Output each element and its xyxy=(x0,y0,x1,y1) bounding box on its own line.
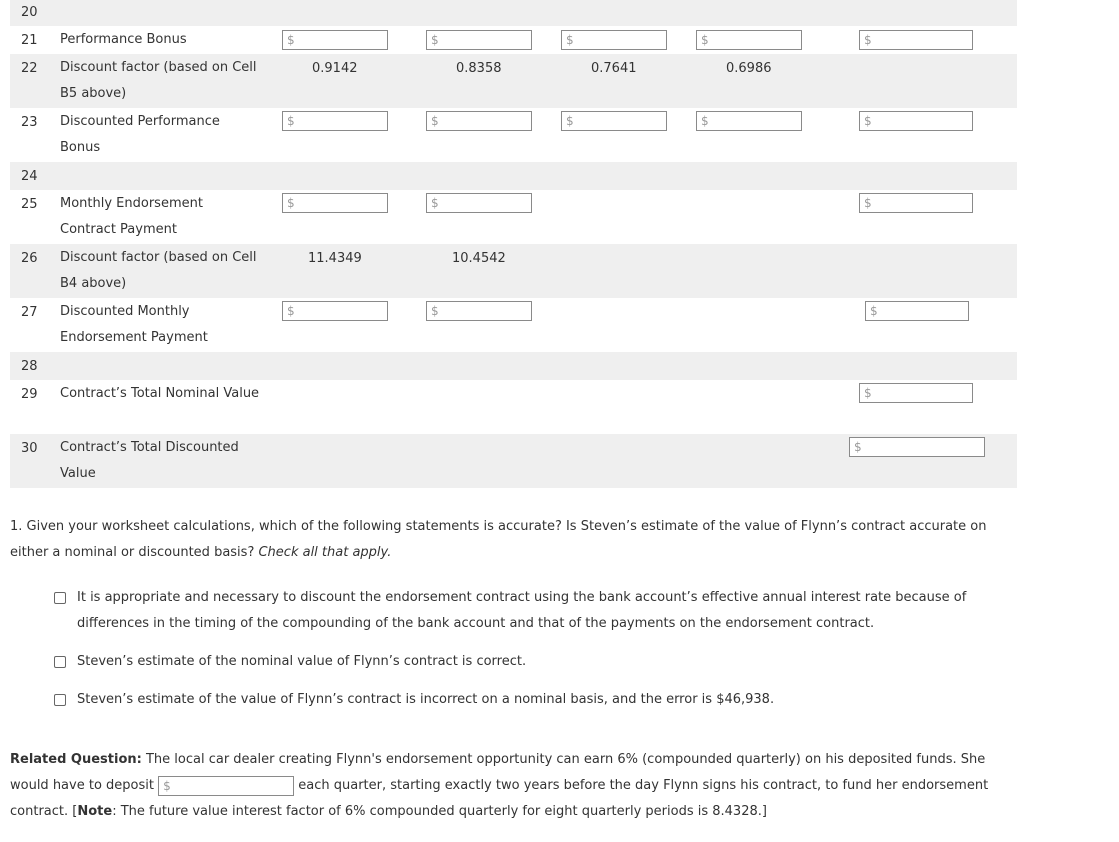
row-label: Performance Bonus xyxy=(60,32,187,47)
discounted-monthly-input-1[interactable]: $ xyxy=(282,301,388,321)
option-2-text: Steven’s estimate of the nominal value of Flynn’s contract is correct. xyxy=(77,654,527,669)
deposit-amount-input[interactable]: $ xyxy=(158,776,294,796)
question-instruction: Check all that apply. xyxy=(258,545,392,560)
performance-bonus-input-4[interactable]: $ xyxy=(696,30,802,50)
row-number: 27 xyxy=(21,305,38,320)
row-number: 20 xyxy=(21,5,38,20)
row-20 xyxy=(10,0,1017,26)
monthly-discount-factor-1: 11.4349 xyxy=(308,251,362,266)
row-number: 24 xyxy=(21,169,38,184)
row-22 xyxy=(10,54,1017,108)
related-question-text-before: The local car dealer creating Flynn's endorsement opportunity can earn 6% (compounded quarterly) on his deposited funds. She would have to deposit xyxy=(10,752,986,793)
discount-factor-4: 0.6986 xyxy=(726,61,772,76)
option-3[interactable] xyxy=(54,692,994,712)
discounted-bonus-input-3[interactable]: $ xyxy=(561,111,667,131)
row-label: Monthly Endorsement Contract Payment xyxy=(60,196,203,237)
row-number: 29 xyxy=(21,387,38,402)
discount-factor-3: 0.7641 xyxy=(591,61,637,76)
row-29 xyxy=(10,380,1017,434)
discounted-monthly-total-input[interactable]: $ xyxy=(865,301,969,321)
discounted-bonus-input-1[interactable]: $ xyxy=(282,111,388,131)
row-label: Discount factor (based on Cell B4 above) xyxy=(60,250,257,291)
performance-bonus-input-1[interactable]: $ xyxy=(282,30,388,50)
row-number: 22 xyxy=(21,61,38,76)
monthly-payment-input-2[interactable]: $ xyxy=(426,193,532,213)
discounted-bonus-input-2[interactable]: $ xyxy=(426,111,532,131)
discount-factor-1: 0.9142 xyxy=(312,61,358,76)
option-1[interactable] xyxy=(54,590,994,642)
row-23 xyxy=(10,108,1017,162)
performance-bonus-input-3[interactable]: $ xyxy=(561,30,667,50)
row-number: 21 xyxy=(21,33,38,48)
row-number: 25 xyxy=(21,197,38,212)
option-1-checkbox[interactable] xyxy=(54,592,66,604)
question-1 xyxy=(10,514,1010,566)
performance-bonus-input-2[interactable]: $ xyxy=(426,30,532,50)
monthly-payment-input-1[interactable]: $ xyxy=(282,193,388,213)
note-text: : The future value interest factor of 6% compounded quarterly for eight quarterly periods is 8.4328.] xyxy=(112,804,767,819)
discounted-monthly-input-2[interactable]: $ xyxy=(426,301,532,321)
note-label: Note xyxy=(77,804,113,819)
discounted-bonus-total-input[interactable]: $ xyxy=(859,111,973,131)
row-number: 30 xyxy=(21,441,38,456)
row-label: Contract’s Total Discounted Value xyxy=(60,440,239,481)
total-nominal-value-input[interactable]: $ xyxy=(859,383,973,403)
row-26 xyxy=(10,244,1017,298)
monthly-discount-factor-2: 10.4542 xyxy=(452,251,506,266)
question-text: 1. Given your worksheet calculations, which of the following statements is accurate? Is Steven’s estimate of the value of Flynn’s contract accurate on either a nominal or discounted basis? xyxy=(10,519,987,560)
total-discounted-value-input[interactable]: $ xyxy=(849,437,985,457)
row-24 xyxy=(10,162,1017,190)
row-30 xyxy=(10,434,1017,488)
related-question xyxy=(10,747,1020,825)
performance-bonus-total-input[interactable]: $ xyxy=(859,30,973,50)
monthly-payment-total-input[interactable]: $ xyxy=(859,193,973,213)
related-question-heading: Related Question: xyxy=(10,752,142,767)
option-2[interactable] xyxy=(54,654,994,674)
row-number: 28 xyxy=(21,359,38,374)
row-label: Contract’s Total Nominal Value xyxy=(60,386,260,401)
related-question-text-after: each quarter, starting exactly two years before the day Flynn signs his contract, to fund her endorsement contract. [ xyxy=(10,778,989,819)
row-21 xyxy=(10,26,1017,54)
row-label: Discounted Monthly Endorsement Payment xyxy=(60,304,208,345)
option-3-text: Steven’s estimate of the value of Flynn’s contract is incorrect on a nominal basis, and the error is $46,938. xyxy=(77,692,775,707)
row-28 xyxy=(10,352,1017,380)
option-2-checkbox[interactable] xyxy=(54,656,66,668)
row-25 xyxy=(10,190,1017,244)
discount-factor-2: 0.8358 xyxy=(456,61,502,76)
row-number: 26 xyxy=(21,251,38,266)
row-label: Discount factor (based on Cell B5 above) xyxy=(60,60,257,101)
row-27 xyxy=(10,298,1017,352)
option-1-text: It is appropriate and necessary to discount the endorsement contract using the bank account’s effective annual interest rate because of differences in the timing of the compounding of the bank account and that of the payments on the endorsement contract. xyxy=(77,590,967,631)
row-number: 23 xyxy=(21,115,38,130)
discounted-bonus-input-4[interactable]: $ xyxy=(696,111,802,131)
row-label: Discounted Performance Bonus xyxy=(60,114,220,155)
option-3-checkbox[interactable] xyxy=(54,694,66,706)
